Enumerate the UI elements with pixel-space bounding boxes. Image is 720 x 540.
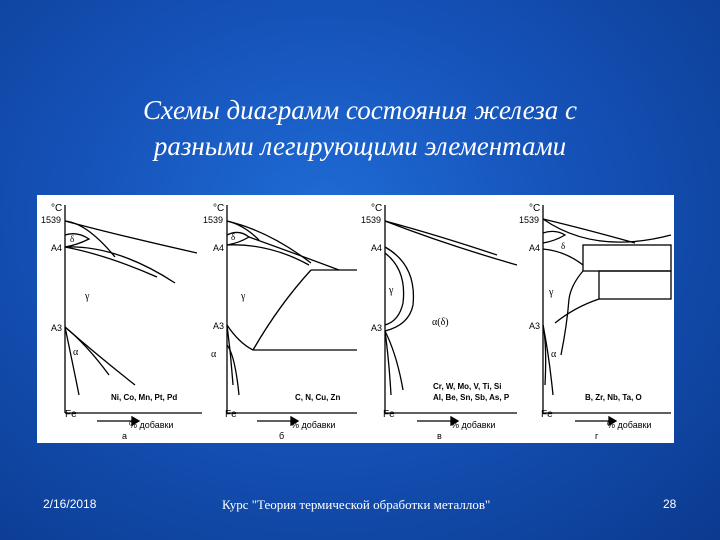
panel-d-liquidus-1	[543, 219, 671, 242]
panel-c-liquidus-2	[385, 221, 497, 255]
panel-c-temp: 1539	[361, 215, 382, 225]
panel-c	[361, 203, 517, 441]
panel-d-compound-box-upper	[583, 245, 671, 271]
panel-b-liquidus	[249, 237, 339, 270]
panel-b-axis-label: % добавки	[291, 420, 336, 430]
panel-a-delta: δ	[70, 234, 75, 244]
panel-c-elements-1: Cr, W, Mo, V, Ti, Si	[433, 382, 502, 391]
panel-c-solvus-2	[385, 331, 391, 395]
panel-b-alpha-curve	[227, 345, 239, 395]
panel-c-axis-label: % добавки	[451, 420, 496, 430]
panel-b-gamma: γ	[241, 291, 246, 302]
panel-c-a3: A3	[371, 323, 383, 333]
panel-d-alpha: α	[551, 349, 557, 360]
panel-a-a3: A3	[51, 323, 63, 333]
panel-b-a4: A4	[213, 243, 225, 253]
panel-d-delta: δ	[561, 241, 566, 251]
panel-b-letter: б	[279, 431, 285, 441]
panel-d-unit: °C	[529, 203, 541, 214]
panel-a-axis-label: % добавки	[129, 420, 174, 430]
panel-a-elements: Ni, Co, Mn, Pt, Pd	[111, 393, 178, 402]
panel-c-solvus-1	[385, 331, 403, 390]
panel-b-a3: A3	[213, 321, 225, 331]
panel-a-a4: A4	[51, 243, 63, 253]
panel-b-unit: °C	[213, 203, 225, 214]
panel-d-axis-label: % добавки	[607, 420, 652, 430]
panel-d-gamma: γ	[549, 287, 554, 298]
panel-d-origin: Fe	[541, 409, 553, 420]
panel-a-unit: °C	[51, 203, 63, 214]
footer-page-number: 28	[663, 497, 677, 511]
panel-c-alpha-delta: α(δ)	[432, 317, 449, 328]
panel-d-gamma-boundary-1	[569, 271, 583, 299]
panel-c-gamma-loop-inner	[385, 253, 404, 325]
panel-d-a4: A4	[529, 243, 541, 253]
panel-a-delta-loop	[65, 234, 89, 247]
panel-c-gamma: γ	[389, 285, 394, 296]
panel-b	[203, 203, 357, 441]
panel-c-elements-2: Al, Be, Sn, Sb, As, P	[433, 393, 510, 402]
panel-d-a3: A3	[529, 321, 541, 331]
panel-a-a3-line-1	[65, 327, 109, 375]
panel-b-delta: δ	[231, 232, 236, 242]
panel-a-letter: а	[122, 431, 128, 441]
panel-b-elements: C, N, Cu, Zn	[295, 393, 341, 402]
panel-c-origin: Fe	[383, 409, 395, 420]
panel-c-unit: °C	[371, 203, 383, 214]
slide-title-line-2: разными легирующими элементами	[153, 131, 567, 161]
panel-a-origin: Fe	[65, 409, 77, 420]
panel-a	[41, 203, 202, 441]
panel-c-liquidus-1	[385, 221, 517, 265]
footer-course: Курс "Теория термической обработки металлов"	[222, 497, 491, 512]
panel-d-gamma-boundary-2	[555, 299, 599, 323]
panel-b-gamma-boundary	[253, 270, 311, 350]
panel-d-compound-box-lower	[599, 271, 671, 299]
phase-diagrams-figure	[37, 195, 674, 443]
panel-d	[519, 203, 671, 441]
panel-d-a4-line	[543, 249, 583, 265]
panel-b-a3-line-1	[227, 325, 253, 350]
panel-a-gamma: γ	[85, 291, 90, 302]
panel-a-a4-line-1	[65, 247, 175, 283]
slide-title-line-1: Схемы диаграмм состояния железа с	[142, 95, 578, 125]
panel-b-alpha: α	[211, 349, 217, 360]
panel-b-origin: Fe	[225, 409, 237, 420]
panel-a-temp: 1539	[41, 215, 62, 225]
panel-c-letter: в	[437, 431, 442, 441]
panel-a-alpha: α	[73, 347, 79, 358]
panel-d-letter: г	[595, 431, 599, 441]
footer-date: 2/16/2018	[43, 497, 97, 511]
slide-title	[60, 92, 660, 164]
panel-b-temp: 1539	[203, 215, 224, 225]
panel-d-solvus	[561, 299, 569, 355]
panel-d-temp: 1539	[519, 215, 540, 225]
panel-d-elements: B, Zr, Nb, Ta, O	[585, 393, 642, 402]
panel-c-a4: A4	[371, 243, 383, 253]
